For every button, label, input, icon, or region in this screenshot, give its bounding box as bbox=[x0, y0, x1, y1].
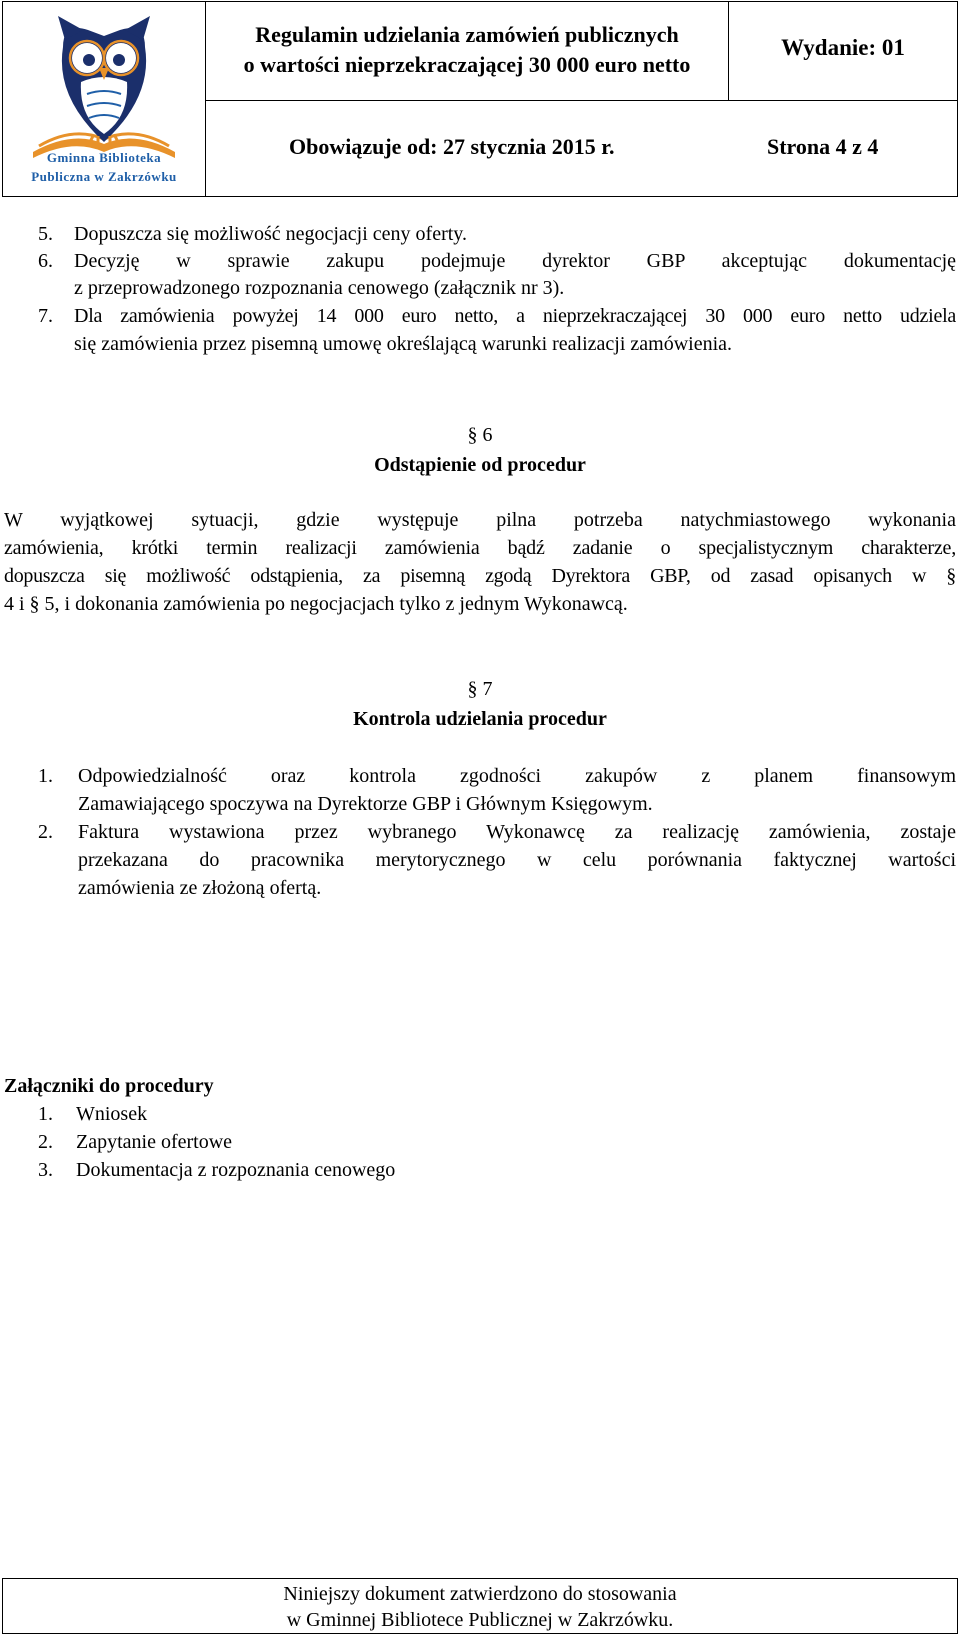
effective-date: Obowiązuje od: 27 stycznia 2015 r. bbox=[289, 134, 615, 159]
section-6-title: Odstąpienie od procedur bbox=[374, 454, 586, 476]
list-number: 2. bbox=[38, 821, 53, 843]
document-title-line2: o wartości nieprzekraczającej 30 000 euro netto bbox=[243, 52, 691, 77]
attachment-item: Zapytanie ofertowe bbox=[76, 1131, 233, 1153]
logo-text-line2: Publiczna w Zakrzówku bbox=[31, 169, 177, 184]
attachment-item: Dokumentacja z rozpoznania cenowego bbox=[76, 1159, 396, 1181]
document-header bbox=[2, 1, 958, 197]
library-logo bbox=[3, 2, 205, 198]
paragraph-line: 4 i § 5, i dokonania zamówienia po negocjacjach tylko z jednym Wykonawcą. bbox=[4, 593, 628, 615]
paragraph-line: zamówienia, krótki termin realizacji zamówienia bądź zadanie o specjalistycznym charakterze, bbox=[4, 537, 956, 559]
attachment-number: 1. bbox=[38, 1103, 53, 1125]
attachments-title: Załączniki do procedury bbox=[4, 1075, 214, 1097]
list-number: 7. bbox=[38, 305, 53, 327]
list-item-text: Decyzję w sprawie zakupu podejmuje dyrektor GBP akceptując dokumentację bbox=[74, 250, 956, 272]
document-footer bbox=[2, 1578, 958, 1634]
section-7-symbol: § 7 bbox=[467, 678, 493, 700]
footer-line2: w Gminnej Bibliotece Publicznej w Zakrzówku. bbox=[286, 1609, 674, 1631]
page-number: Strona 4 z 4 bbox=[767, 134, 879, 159]
edition-label: Wydanie: 01 bbox=[781, 35, 905, 60]
logo-text-line1: Gminna Biblioteka bbox=[46, 150, 162, 165]
footer-line1: Niniejszy dokument zatwierdzono do stosowania bbox=[283, 1583, 677, 1605]
attachment-item: Wniosek bbox=[76, 1103, 148, 1125]
list-item-text: Odpowiedzialność oraz kontrola zgodności zakupów z planem finansowym bbox=[78, 765, 956, 787]
list-item-text: Faktura wystawiona przez wybranego Wykonawcę za realizację zamówienia, zostaje bbox=[78, 821, 956, 843]
list-item-text: Dopuszcza się możliwość negocjacji ceny oferty. bbox=[74, 223, 467, 245]
attachment-number: 2. bbox=[38, 1131, 53, 1153]
list-number: 1. bbox=[38, 765, 53, 787]
section-7-title: Kontrola udzielania procedur bbox=[353, 708, 607, 730]
header-divider-horizontal bbox=[205, 100, 957, 101]
list-item-text: Zamawiającego spoczywa na Dyrektorze GBP i Głównym Księgowym. bbox=[78, 793, 653, 815]
document-title bbox=[206, 20, 728, 80]
list-item-text: przekazana do pracownika merytorycznego w celu porównania faktycznej wartości bbox=[78, 849, 956, 871]
document-title-line1: Regulamin udzielania zamówień publicznych bbox=[255, 22, 679, 47]
list-number: 5. bbox=[38, 223, 53, 245]
attachment-number: 3. bbox=[38, 1159, 53, 1181]
list-number: 6. bbox=[38, 250, 53, 272]
paragraph-line: dopuszcza się możliwość odstąpienia, za pisemną zgodą Dyrektora GBP, od zasad opisanych w § bbox=[4, 565, 956, 587]
list-item-text: się zamówienia przez pisemną umowę określającą warunki realizacji zamówienia. bbox=[74, 333, 733, 355]
list-item-text: Dla zamówienia powyżej 14 000 euro netto, a nieprzekraczającej 30 000 euro netto udziela bbox=[74, 305, 956, 327]
paragraph-line: W wyjątkowej sytuacji, gdzie występuje pilna potrzeba natychmiastowego wykonania bbox=[4, 509, 956, 531]
section-6-symbol: § 6 bbox=[467, 424, 493, 446]
list-item-text: z przeprowadzonego rozpoznania cenowego (załącznik nr 3). bbox=[74, 277, 565, 299]
list-item-text: zamówienia ze złożoną ofertą. bbox=[78, 877, 322, 899]
